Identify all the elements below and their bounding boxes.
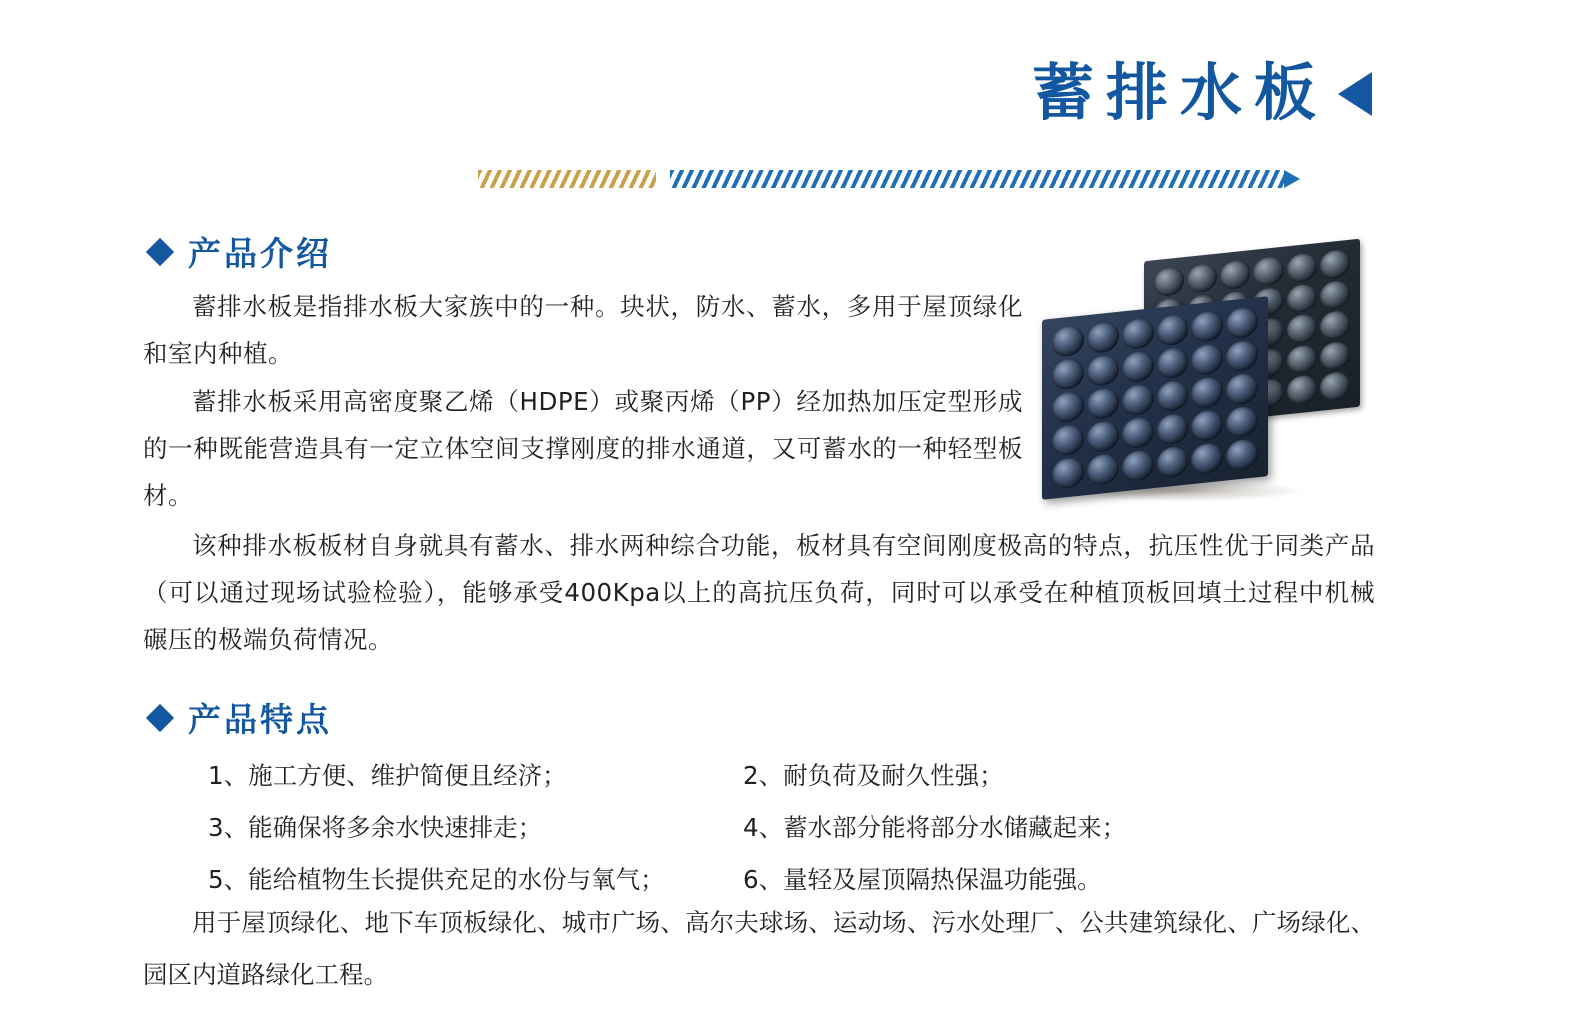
feature-row [143, 750, 1378, 802]
rule-arrow-tip-icon [1284, 170, 1300, 188]
section-heading-features [150, 694, 332, 741]
list-item: 3、能确保将多余水快速排走； [208, 813, 543, 842]
list-item: 5、能给植物生长提供充足的水份与氧气； [208, 865, 665, 894]
diamond-bullet-icon [146, 703, 174, 731]
drainage-board-front [1042, 296, 1268, 500]
diamond-bullet-icon [146, 237, 174, 265]
list-item: 6、量轻及屋顶隔热保温功能强。 [743, 865, 1102, 894]
left-pointing-triangle-icon [1338, 72, 1372, 116]
feature-row [143, 802, 1378, 854]
section-heading-features-label: 产品特点 [188, 700, 332, 739]
section-heading-intro [150, 228, 332, 275]
title-row [1031, 56, 1372, 129]
board-dimple-grid [1052, 306, 1258, 490]
application-paragraph: 用于屋顶绿化、地下车顶板绿化、城市广场、高尔夫球场、运动场、污水处理厂、公共建筑绿化、广场绿化、园区内道路绿化工程。 [143, 908, 1375, 989]
list-item: 4、蓄水部分能将部分水储藏起来； [743, 813, 1127, 842]
intro-paragraph-2: 蓄排水板采用高密度聚乙烯（HDPE）或聚丙烯（PP）经加热加压定型形成的一种既能营造具有一定立体空间支撑刚度的排水通道，又可蓄水的一种轻型板材。 [143, 387, 1023, 510]
rule-blue-segment [670, 170, 1284, 188]
decorative-striped-rule [478, 170, 1300, 188]
rule-gold-segment [478, 170, 656, 188]
list-item: 2、耐负荷及耐久性强； [743, 761, 1004, 790]
product-photo [1032, 248, 1377, 513]
intro-paragraph-3: 该种排水板板材自身就具有蓄水、排水两种综合功能，板材具有空间刚度极高的特点，抗压性优于同类产品（可以通过现场试验检验），能够承受400Kpa以上的高抗压负荷，同时可以承受在种植顶板回填土过程中机械碾压的极端负荷情况。 [143, 531, 1375, 654]
intro-paragraph-1: 蓄排水板是指排水板大家族中的一种。块状，防水、蓄水，多用于屋顶绿化和室内种植。 [143, 292, 1023, 368]
section-heading-intro-label: 产品介绍 [188, 234, 332, 273]
page-title: 蓄排水板 [1031, 56, 1328, 129]
page-header [0, 0, 1577, 200]
rule-gap [656, 170, 670, 188]
list-item: 1、施工方便、维护简便且经济； [208, 761, 567, 790]
feature-list [143, 750, 1378, 906]
